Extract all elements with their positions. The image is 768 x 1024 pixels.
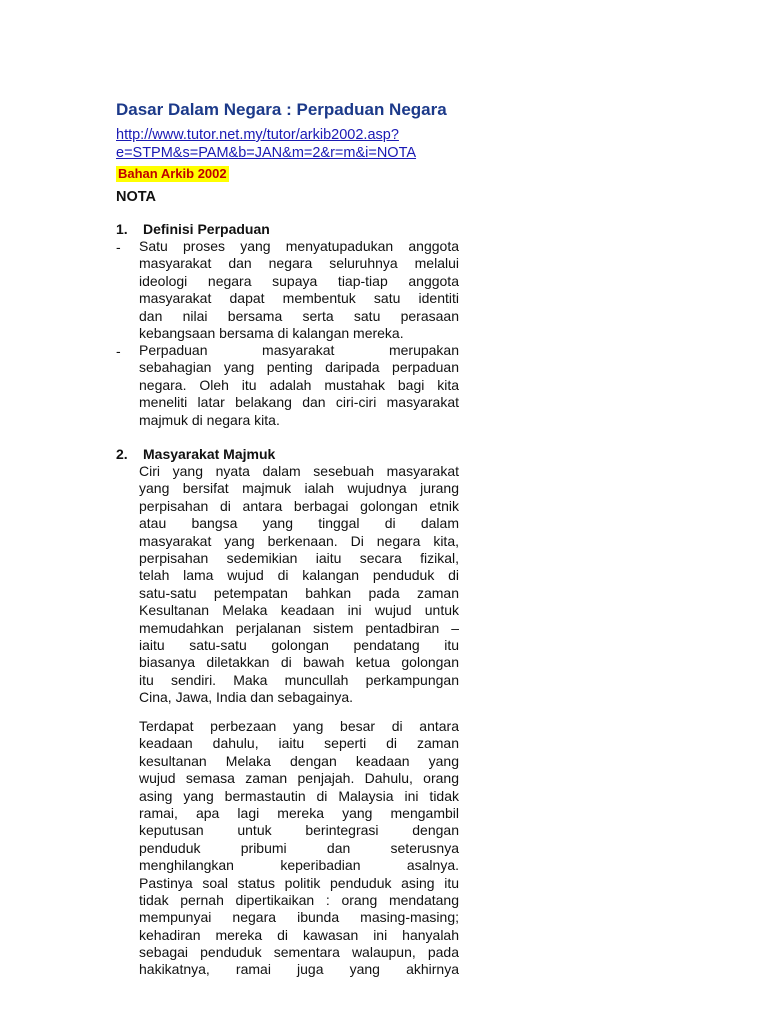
text-line: sebagai penduduk sementara walaupun, pada bbox=[139, 944, 459, 961]
section-2-heading bbox=[116, 446, 275, 462]
section-2-number: 2. bbox=[116, 446, 128, 462]
text-line: masyarakat dapat membentuk satu identiti bbox=[139, 290, 459, 307]
nota-label: NOTA bbox=[116, 189, 157, 205]
text-line: satu-satu petempatan bahkan pada zaman bbox=[139, 584, 459, 601]
text-line: itu sendiri. Maka muncullah perkampungan bbox=[139, 671, 459, 688]
text-line: sebahagian yang penting daripada perpaduan bbox=[139, 359, 459, 376]
text-line: Terdapat perbezaan yang besar di antara bbox=[139, 718, 459, 734]
text-line: atau bangsa yang tinggal di dalam bbox=[139, 515, 459, 532]
text-line: wujud semasa zaman penjajah. Dahulu, orang bbox=[139, 770, 459, 787]
source-link-line-2[interactable]: e=STPM&s=PAM&b=JAN&m=2&r=m&i=NOTA bbox=[116, 145, 417, 161]
archive-badge: Bahan Arkib 2002 bbox=[118, 166, 227, 181]
text-line: ramai, apa lagi mereka yang mengambil bbox=[139, 804, 459, 821]
text-line: asing yang bermastautin di Malaysia ini tidak bbox=[139, 787, 459, 804]
text-line: Ciri yang nyata dalam sesebuah masyarakat bbox=[139, 463, 459, 479]
text-line: Cina, Jawa, India dan sebagainya. bbox=[139, 689, 354, 706]
text-line: tidak pernah dipertikaikan : orang mendatang bbox=[139, 891, 459, 908]
text-line: penduduk pribumi dan seterusnya bbox=[139, 839, 459, 856]
text-line: negara. Oleh itu adalah mustahak bagi kita bbox=[139, 376, 459, 393]
text-line: biasanya diletakkan di bawah ketua golongan bbox=[139, 654, 459, 671]
text-line: mempunyai negara ibunda masing-masing; bbox=[139, 909, 459, 926]
text-line: perpisahan sedemikian iaitu secara fizikal, bbox=[139, 549, 459, 566]
section-1-number: 1. bbox=[116, 221, 128, 237]
section-1-heading bbox=[116, 221, 270, 237]
text-line: hakikatnya, ramai juga yang akhirnya bbox=[139, 961, 459, 978]
section-2-paragraph-2 bbox=[139, 718, 459, 979]
text-line: Perpaduan masyarakat merupakan bbox=[139, 342, 459, 358]
source-link-line-1[interactable]: http://www.tutor.net.my/tutor/arkib2002.asp? bbox=[116, 127, 399, 143]
text-line: perpisahan di antara berbagai golongan etnik bbox=[139, 497, 459, 514]
section-2-title: Masyarakat Majmuk bbox=[143, 446, 276, 462]
section-2-paragraph-1 bbox=[139, 463, 459, 706]
source-link[interactable] bbox=[116, 126, 516, 162]
bullet-dash-1: - bbox=[116, 239, 121, 255]
section-1-paragraph-2 bbox=[139, 342, 459, 429]
text-line: Pastinya soal status politik penduduk asing itu bbox=[139, 874, 459, 891]
section-1-title: Definisi Perpaduan bbox=[143, 221, 270, 237]
text-line: keadaan dahulu, iaitu seperti di zaman bbox=[139, 735, 459, 752]
bullet-dash-2: - bbox=[116, 343, 121, 359]
text-line: dan nilai bersama serta satu perasaan bbox=[139, 307, 459, 324]
section-1-paragraph-1 bbox=[139, 238, 459, 342]
text-line: telah lama wujud di kalangan penduduk di bbox=[139, 567, 459, 584]
text-line: yang bersifat majmuk ialah wujudnya jurang bbox=[139, 480, 459, 497]
text-line: ideologi negara supaya tiap-tiap anggota bbox=[139, 272, 459, 289]
text-line: iaitu satu-satu golongan pendatang itu bbox=[139, 636, 459, 653]
text-line: majmuk di negara kita. bbox=[139, 411, 280, 428]
text-line: keputusan untuk berintegrasi dengan bbox=[139, 822, 459, 839]
text-line: Satu proses yang menyatupadukan anggota bbox=[139, 238, 459, 254]
text-line: menghilangkan keperibadian asalnya. bbox=[139, 857, 459, 874]
document-title: Dasar Dalam Negara : Perpaduan Negara bbox=[116, 100, 447, 119]
text-line: kesultanan Melaka dengan keadaan yang bbox=[139, 752, 459, 769]
text-line: masyarakat dan negara seluruhnya melalui bbox=[139, 255, 459, 272]
text-line: kebangsaan bersama di kalangan mereka. bbox=[139, 324, 404, 341]
text-line: Kesultanan Melaka keadaan ini wujud untuk bbox=[139, 602, 459, 619]
text-line: memudahkan perjalanan sistem pentadbiran – bbox=[139, 619, 459, 636]
text-line: kehadiran mereka di kawasan ini hanyalah bbox=[139, 926, 459, 943]
text-line: meneliti latar belakang dan ciri-ciri masyarakat bbox=[139, 394, 459, 411]
text-line: masyarakat yang berkenaan. Di negara kita, bbox=[139, 532, 459, 549]
